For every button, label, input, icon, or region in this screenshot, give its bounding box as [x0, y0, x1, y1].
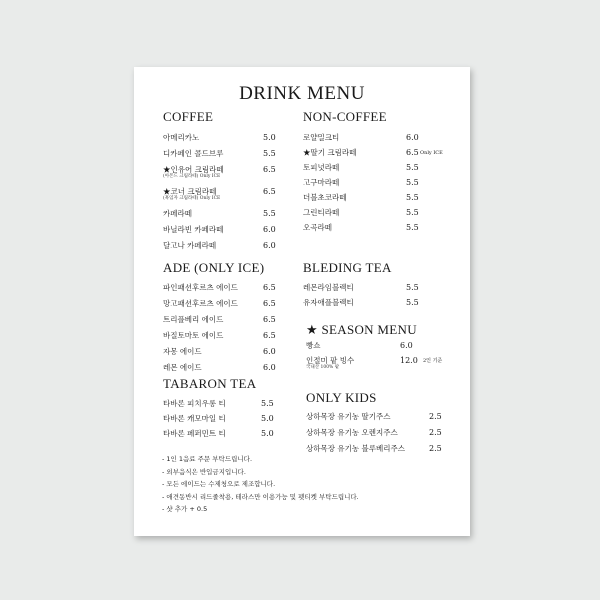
- menu-item-name: 바닐라빈 카페라떼: [163, 225, 224, 234]
- menu-item-name: 레몬 에이드: [163, 363, 202, 372]
- menu-item-name: 카페라떼: [163, 209, 192, 218]
- menu-item: [306, 428, 442, 437]
- menu-item-price: 6.5: [263, 331, 276, 340]
- menu-item-price: 5.5: [406, 208, 419, 217]
- menu-item: [306, 341, 413, 350]
- menu-item-name: 레몬라임블렉티: [303, 283, 354, 292]
- menu-item-price: 5.5: [406, 283, 419, 292]
- menu-item: [163, 399, 274, 408]
- menu-item-price: 5.5: [406, 298, 419, 307]
- menu-item-name: 타바론 캐모마일 티: [163, 414, 226, 423]
- menu-item: [163, 299, 276, 308]
- menu-item: [163, 315, 276, 324]
- menu-sheet: [134, 67, 470, 536]
- kids-section-title: ONLY KIDS: [306, 390, 377, 405]
- menu-item: [303, 148, 443, 157]
- menu-item-price: 5.5: [263, 149, 276, 158]
- menu-item-price: 6.0: [263, 225, 276, 234]
- menu-item-price: 5.5: [263, 209, 276, 218]
- menu-item-price: 5.5: [406, 163, 419, 172]
- menu-item-name: 파인패션후르츠 에이드: [163, 283, 238, 292]
- menu-item-name: 유자애플블렉티: [303, 298, 354, 307]
- ade-section-title: ADE (ONLY ICE): [163, 260, 265, 275]
- noncoffee-section-title: NON-COFFEE: [303, 109, 387, 124]
- menu-item-price: 6.0: [263, 241, 276, 250]
- menu-item: [163, 331, 276, 340]
- menu-item-price: 6.0: [400, 341, 413, 350]
- menu-item-name: 디카페인 콜드브루: [163, 149, 224, 158]
- menu-item: [163, 225, 276, 234]
- menu-item-price: 6.5: [406, 148, 419, 157]
- menu-item: [306, 356, 443, 371]
- menu-item-price: 12.0: [400, 356, 418, 365]
- menu-item: [303, 223, 419, 232]
- menu-item: [163, 429, 274, 438]
- menu-item-price: 6.5: [263, 165, 276, 174]
- note-line: - 샷 추가 + 0.5: [162, 505, 208, 513]
- menu-item-name: 아메리카노: [163, 133, 200, 142]
- menu-item-name: 달고나 카페라떼: [163, 241, 217, 250]
- menu-item-price: 5.0: [263, 133, 276, 142]
- note-line: - 애견동반시 리드줄착용, 테라스만 이용가능 및 펫티켓 부탁드립니다.: [162, 492, 359, 501]
- menu-item: [303, 298, 419, 307]
- note-line: - 모든 에이드는 수제청으로 제조합니다.: [162, 480, 276, 488]
- menu-item-subtitle: (흑임자 크림라떼) Only ICE: [163, 196, 221, 201]
- notes-block: [162, 453, 462, 516]
- menu-item: [306, 412, 442, 421]
- menu-item-price: 5.5: [406, 193, 419, 202]
- note-line: - 외부음식은 반입금지입니다.: [162, 467, 246, 476]
- menu-item-name: 고구마라떼: [303, 178, 340, 187]
- menu-item-note: 2인 기준: [423, 358, 443, 364]
- menu-item-subtitle: 국내산 100% 팥: [306, 365, 340, 370]
- menu-item-price: 6.0: [263, 363, 276, 372]
- menu-item: [303, 283, 419, 292]
- menu-item-price: 5.5: [406, 223, 419, 232]
- menu-item: [163, 283, 276, 292]
- menu-item-name: 그린티라떼: [303, 208, 340, 217]
- menu-item: [163, 414, 274, 423]
- menu-title: DRINK MENU: [239, 83, 365, 104]
- menu-item: [163, 165, 276, 180]
- menu-item-name: 로얄밀크티: [303, 133, 340, 142]
- menu-item: [306, 444, 442, 453]
- menu-item-name: 인절미 팥 빙수: [306, 356, 355, 365]
- menu-item-subtitle: (아몬드 크림라떼) Only ICE: [163, 174, 221, 179]
- menu-item-price: 2.5: [429, 428, 442, 437]
- menu-item-name: ★인유어 크림라떼: [163, 165, 224, 174]
- menu-item-name: ★딸기 크림라떼: [303, 148, 357, 157]
- menu-item-price: 5.0: [261, 429, 274, 438]
- menu-item-price: 6.0: [263, 347, 276, 356]
- menu-item: [303, 208, 419, 217]
- menu-item-price: 2.5: [429, 444, 442, 453]
- menu-item: [163, 187, 276, 202]
- menu-item: [163, 149, 276, 158]
- menu-item: [163, 209, 276, 218]
- coffee-section-title: COFFEE: [163, 109, 214, 124]
- bleding-section-title: BLEDING TEA: [303, 260, 392, 275]
- note-line: - 1인 1음료 주문 부탁드립니다.: [162, 455, 253, 463]
- season-section-title: ★ SEASON MENU: [306, 322, 417, 337]
- menu-item: [303, 133, 419, 142]
- menu-item-name: 자몽 에이드: [163, 347, 202, 356]
- menu-item-price: 6.5: [263, 283, 276, 292]
- menu-item-price: 5.5: [261, 399, 274, 408]
- menu-item-price: 5.5: [406, 178, 419, 187]
- menu-item-price: 6.0: [406, 133, 419, 142]
- menu-item-name: 토피넛라떼: [303, 163, 340, 172]
- menu-item-name: 바질토마토 에이드: [163, 331, 224, 340]
- menu-item: [163, 363, 276, 372]
- menu-item: [163, 347, 276, 356]
- menu-item-name: 타바론 페퍼민트 티: [163, 429, 226, 438]
- menu-item: [303, 193, 419, 202]
- menu-item-price: 5.0: [261, 414, 274, 423]
- menu-item-name: ★코너 크림라떼: [163, 187, 217, 196]
- menu-item-note: Only ICE: [420, 150, 443, 156]
- menu-item-name: 타바론 피치우롱 티: [163, 399, 226, 408]
- menu-item-name: 상하목장 유기농 블루베리주스: [306, 444, 405, 453]
- menu-item: [303, 163, 419, 172]
- menu-item-name: 오곡라떼: [303, 223, 332, 232]
- menu-item-name: 망고패션후르츠 에이드: [163, 299, 238, 308]
- menu-item-price: 6.5: [263, 299, 276, 308]
- menu-item-name: 트리플베리 에이드: [163, 315, 224, 324]
- menu-item-name: 빵쇼: [306, 341, 321, 350]
- menu-item-price: 6.5: [263, 187, 276, 196]
- menu-item: [163, 133, 276, 142]
- menu-item: [163, 241, 276, 250]
- tabaron-section-title: TABARON TEA: [163, 376, 257, 391]
- menu-item: [303, 178, 419, 187]
- menu-item-price: 6.5: [263, 315, 276, 324]
- menu-item-name: 더블초코라떼: [303, 193, 347, 202]
- menu-item-name: 상하목장 유기농 오렌지주스: [306, 428, 398, 437]
- menu-item-price: 2.5: [429, 412, 442, 421]
- menu-item-name: 상하목장 유기농 딸기주스: [306, 412, 391, 421]
